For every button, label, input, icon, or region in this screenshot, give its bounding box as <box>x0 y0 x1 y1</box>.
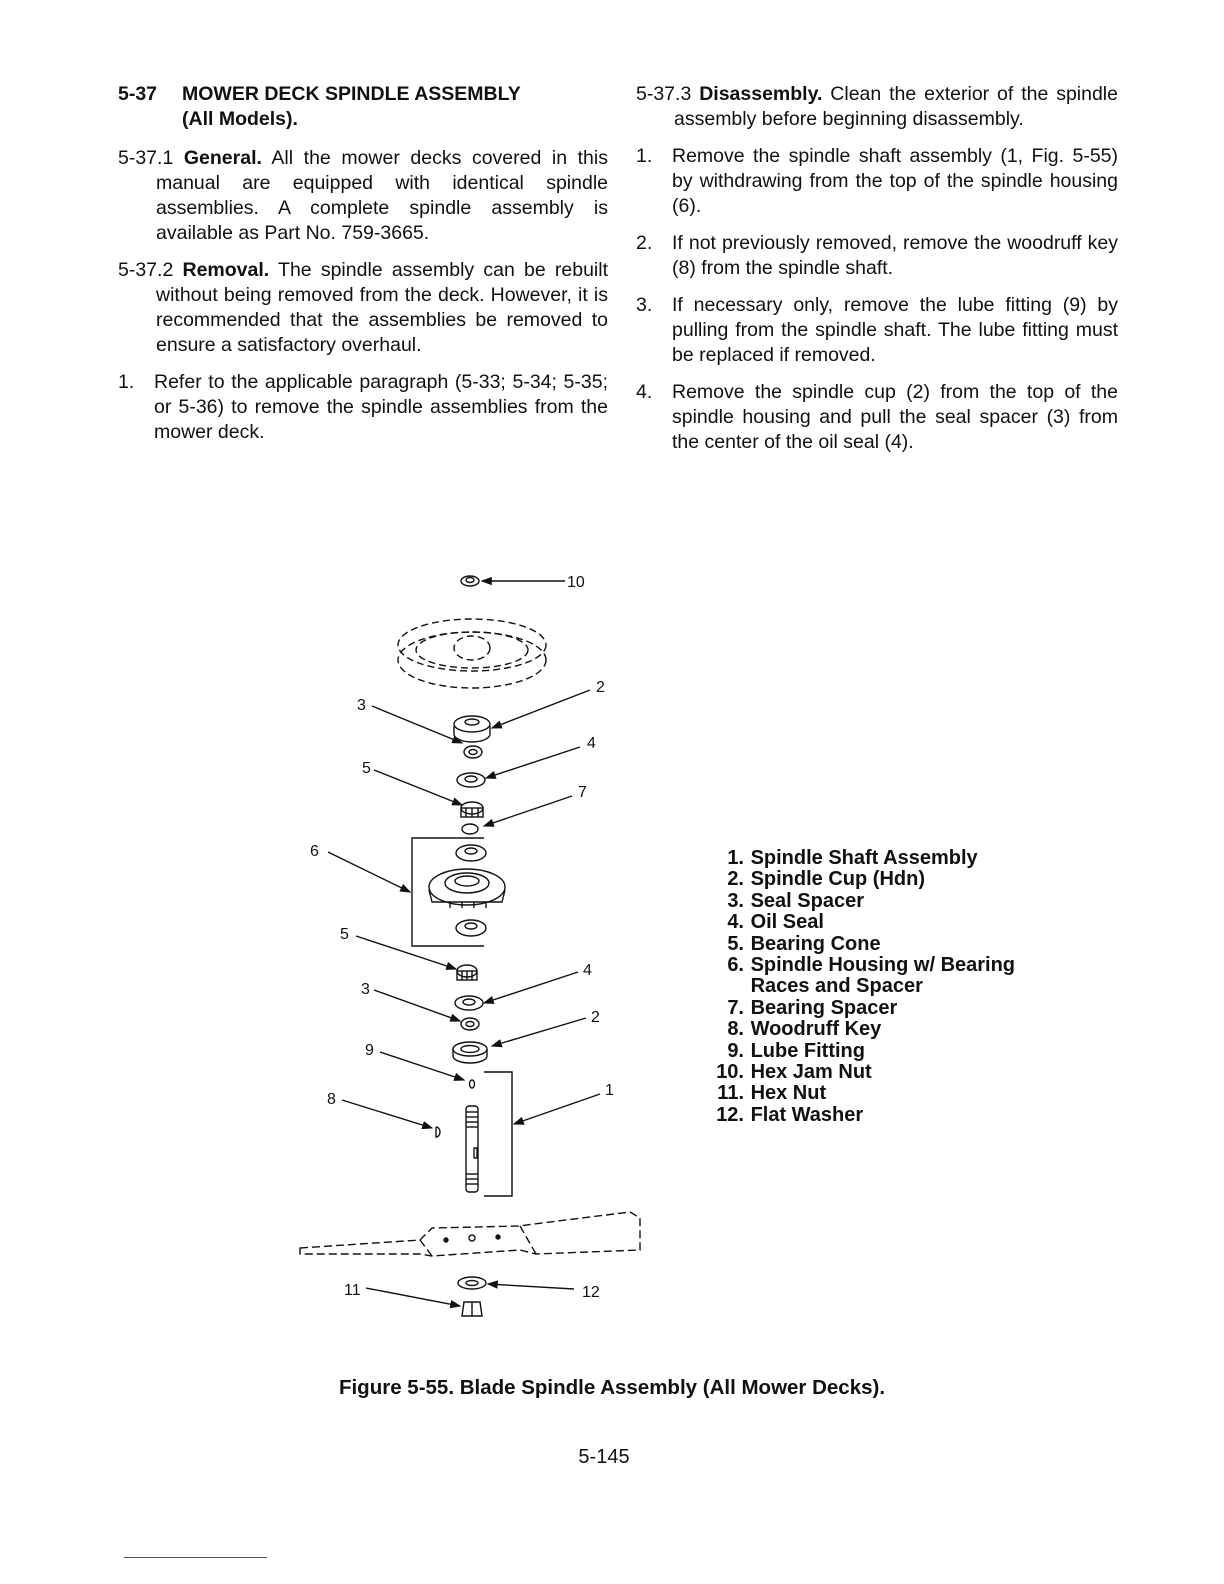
callout-label: 4 <box>587 735 596 752</box>
disassembly-paragraph: 5-37.3 Disassembly. Clean the exterior of the spindle assembly before beginning disassembly. <box>636 83 1118 130</box>
oil-seal-part <box>457 773 485 787</box>
footer-divider <box>124 1557 267 1558</box>
callout-label: 1 <box>605 1082 614 1099</box>
woodruff-key-part <box>436 1127 440 1137</box>
callout-label: 3 <box>361 981 370 998</box>
page-number: 5-145 <box>578 1446 630 1468</box>
figure-caption: Figure 5-55. Blade Spindle Assembly (All Mower Decks). <box>338 1376 886 1399</box>
hex-jam-nut-part <box>461 576 479 586</box>
callout-label: 4 <box>583 962 592 979</box>
section-title: MOWER DECK SPINDLE ASSEMBLY <box>182 83 521 105</box>
callout-label: 12 <box>582 1284 600 1301</box>
legend-item: 4. Oil Seal <box>727 911 824 934</box>
legend-item: Races and Spacer <box>750 975 923 998</box>
legend-item: 12. Flat Washer <box>716 1103 864 1126</box>
list-item: 3. If necessary only, remove the lube fitting (9) by pulling from the spindle shaft. The lube fitting must be replaced if removed. <box>636 294 1118 366</box>
legend-item: 9. Lube Fitting <box>727 1039 865 1062</box>
legend-item: 5. Bearing Cone <box>727 932 881 955</box>
general-paragraph: 5-37.1 General. All the mower decks covered in this manual are equipped with identical spindle assemblies. A complete spindle assembly is available as Part No. 759-3665. <box>118 147 608 244</box>
pulley-part <box>398 619 546 688</box>
section-number: 5-37 <box>118 83 158 105</box>
parts-legend <box>700 848 1015 1126</box>
callout-label: 6 <box>310 843 319 860</box>
flat-washer-part <box>458 1277 486 1289</box>
oil-seal-part <box>455 996 483 1010</box>
section-subtitle: (All Models). <box>182 108 298 130</box>
callout-label: 11 <box>344 1282 361 1299</box>
removal-title: Removal. <box>182 259 270 281</box>
list-item: 4. Remove the spindle cup (2) from the top of the spindle housing and pull the seal spacer (3) from the center of the oil seal (4). <box>636 381 1118 453</box>
legend-item: 8. Woodruff Key <box>727 1018 882 1041</box>
legend-item: 2. Spindle Cup (Hdn) <box>727 868 925 891</box>
bearing-cone-part <box>457 965 477 980</box>
legend-item: 1. Spindle Shaft Assembly <box>727 847 978 869</box>
disassembly-text: Clean the exterior of the spindle assembly before beginning disassembly. <box>674 83 1118 130</box>
blade-part <box>300 1212 640 1256</box>
legend-item: 11. Hex Nut <box>717 1082 827 1105</box>
callout-label: 5 <box>340 926 349 943</box>
bearing-spacer-part <box>462 824 478 834</box>
general-text: All the mower decks covered in this manual are equipped with identical spindle assemblies. A complete spindle assembly is available as Part No. 759-3665. <box>156 147 608 244</box>
legend-item: 6. Spindle Housing w/ Bearing <box>727 954 1016 977</box>
callout-label: 3 <box>357 697 366 714</box>
legend-item: 7. Bearing Spacer <box>727 996 898 1019</box>
general-title: General. <box>183 147 262 169</box>
removal-paragraph: 5-37.2 Removal. The spindle assembly can be rebuilt without being removed from the deck. However, it is recommended that the assemblies be removed to ensure a satisfactory overhaul. <box>118 259 608 356</box>
callout-label: 10 <box>567 574 585 591</box>
callout-label: 5 <box>362 760 371 777</box>
legend-item: 3. Seal Spacer <box>727 889 864 912</box>
seal-spacer-part <box>464 746 482 758</box>
list-item: 1. Remove the spindle shaft assembly (1, Fig. 5-55) by withdrawing from the top of the spindle housing (6). <box>636 145 1118 217</box>
spindle-cup-part <box>454 716 490 742</box>
spindle-shaft-part <box>466 1106 478 1192</box>
callout-label: 8 <box>327 1091 336 1108</box>
lube-fitting-part <box>470 1080 475 1088</box>
seal-spacer-part <box>461 1018 479 1030</box>
callout-label: 2 <box>596 679 605 696</box>
spindle-cup-part <box>453 1042 487 1063</box>
legend-item: 10. Hex Jam Nut <box>716 1061 872 1084</box>
spindle-housing-part <box>429 845 505 936</box>
list-item: 2. If not previously removed, remove the woodruff key (8) from the spindle shaft. <box>636 232 1118 279</box>
callout-label: 2 <box>591 1009 600 1026</box>
removal-step: 1. Refer to the applicable paragraph (5-33; 5-34; 5-35; or 5-36) to remove the spindle assemblies from the mower deck. <box>118 371 608 443</box>
bearing-cone-part <box>461 802 483 817</box>
disassembly-title: Disassembly. <box>699 83 823 105</box>
callout-label: 9 <box>365 1042 374 1059</box>
callout-label: 7 <box>578 784 587 801</box>
hex-nut-part <box>462 1302 482 1316</box>
removal-text: The spindle assembly can be rebuilt without being removed from the deck. However, it is recommended that the assemblies be removed to ensure a satisfactory overhaul. <box>156 259 608 356</box>
